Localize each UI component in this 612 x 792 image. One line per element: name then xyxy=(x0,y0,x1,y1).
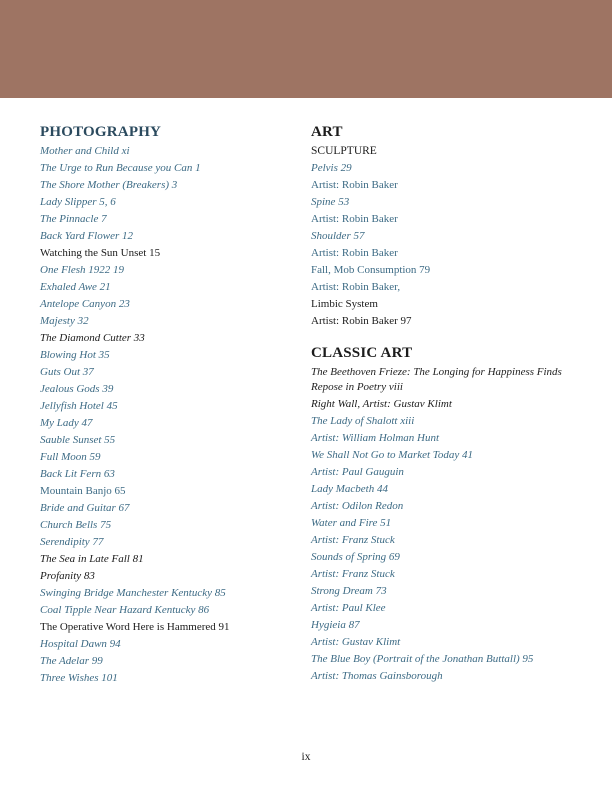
toc-entry: Exhaled Awe 21 xyxy=(40,281,111,293)
toc-entry: Jellyfish Hotel 45 xyxy=(40,400,118,412)
toc-entry: The Adelar 99 xyxy=(40,655,103,667)
toc-entry: Blowing Hot 35 xyxy=(40,349,110,361)
toc-entry: Fall, Mob Consumption 79 xyxy=(311,264,431,276)
art-heading: ART xyxy=(311,124,343,140)
toc-entry: Bride and Guitar 67 xyxy=(40,502,130,514)
sculpture-subheading: SCULPTURE xyxy=(311,145,377,157)
toc-entry: Artist: Robin Baker 97 xyxy=(311,315,412,327)
photography-list xyxy=(40,143,290,687)
toc-entry: The Operative Word Here is Hammered 91 xyxy=(40,621,230,633)
toc-entry: The Sea in Late Fall 81 xyxy=(40,553,144,565)
toc-entry: Limbic System xyxy=(311,298,378,310)
toc-entry: Back Lit Fern 63 xyxy=(40,468,115,480)
toc-entry: The Blue Boy (Portrait of the Jonathan Buttall) 95 xyxy=(311,653,534,665)
toc-entry: Profanity 83 xyxy=(40,570,95,582)
toc-entry: My Lady 47 xyxy=(40,417,93,429)
toc-entry: Guts Out 37 xyxy=(40,366,94,378)
toc-entry: Lady Slipper 5, 6 xyxy=(40,196,116,208)
toc-entry: Majesty 32 xyxy=(40,315,89,327)
toc-entry: Artist: Franz Stuck xyxy=(311,568,395,580)
toc-entry: Swinging Bridge Manchester Kentucky 85 xyxy=(40,587,226,599)
toc-entry: Lady Macbeth 44 xyxy=(311,483,388,495)
toc-entry: The Pinnacle 7 xyxy=(40,213,107,225)
toc-entry: Spine 53 xyxy=(311,196,350,208)
photography-heading: PHOTOGRAPHY xyxy=(40,124,162,140)
toc-entry: Shoulder 57 xyxy=(311,230,365,242)
toc-entry: Artist: Paul Klee xyxy=(311,602,386,614)
toc-entry: Full Moon 59 xyxy=(40,451,101,463)
toc-entry: Artist: Franz Stuck xyxy=(311,534,395,546)
toc-entry: Artist: Gustav Klimt xyxy=(311,636,401,648)
toc-entry: Mother and Child xi xyxy=(40,145,130,157)
toc-entry: Three Wishes 101 xyxy=(40,672,118,684)
toc-entry: Hygieia 87 xyxy=(311,619,360,631)
toc-entry: Sounds of Spring 69 xyxy=(311,551,400,563)
toc-entry: Antelope Canyon 23 xyxy=(40,298,130,310)
art-column xyxy=(311,123,591,685)
toc-entry: Artist: Robin Baker xyxy=(311,213,398,225)
photography-column xyxy=(40,123,290,687)
classic-art-list xyxy=(311,364,591,685)
toc-entry: Artist: Robin Baker xyxy=(311,179,398,191)
toc-entry: The Beethoven Frieze: The Longing for Happiness Finds Repose in Poetry viii xyxy=(311,366,562,393)
toc-entry: The Urge to Run Because you Can 1 xyxy=(40,162,201,174)
toc-entry: The Shore Mother (Breakers) 3 xyxy=(40,179,178,191)
toc-entry: Watching the Sun Unset 15 xyxy=(40,247,161,259)
toc-entry: Church Bells 75 xyxy=(40,519,112,531)
toc-entry: Artist: Robin Baker xyxy=(311,247,398,259)
toc-entry: We Shall Not Go to Market Today 41 xyxy=(311,449,474,461)
toc-entry: Artist: William Holman Hunt xyxy=(311,432,440,444)
toc-entry: Right Wall, Artist: Gustav Klimt xyxy=(311,398,452,410)
toc-entry: Artist: Thomas Gainsborough xyxy=(311,670,443,682)
toc-entry: The Diamond Cutter 33 xyxy=(40,332,145,344)
header-band xyxy=(0,0,612,98)
toc-entry: Serendipity 77 xyxy=(40,536,104,548)
toc-entry: Hospital Dawn 94 xyxy=(40,638,121,650)
toc-entry: Artist: Paul Gauguin xyxy=(311,466,404,478)
toc-entry: Strong Dream 73 xyxy=(311,585,387,597)
sculpture-list xyxy=(311,160,591,330)
toc-entry: Pelvis 29 xyxy=(311,162,352,174)
toc-entry: The Lady of Shalott xiii xyxy=(311,415,415,427)
page-number: ix xyxy=(301,751,311,763)
toc-entry: Jealous Gods 39 xyxy=(40,383,114,395)
toc-entry: Artist: Odilon Redon xyxy=(311,500,404,512)
toc-entry: One Flesh 1922 19 xyxy=(40,264,125,276)
toc-entry: Water and Fire 51 xyxy=(311,517,392,529)
toc-entry: Coal Tipple Near Hazard Kentucky 86 xyxy=(40,604,210,616)
toc-entry: Mountain Banjo 65 xyxy=(40,485,126,497)
toc-entry: Artist: Robin Baker, xyxy=(311,281,401,293)
classic-art-heading: CLASSIC ART xyxy=(311,345,413,361)
toc-entry: Sauble Sunset 55 xyxy=(40,434,116,446)
toc-entry: Back Yard Flower 12 xyxy=(40,230,133,242)
